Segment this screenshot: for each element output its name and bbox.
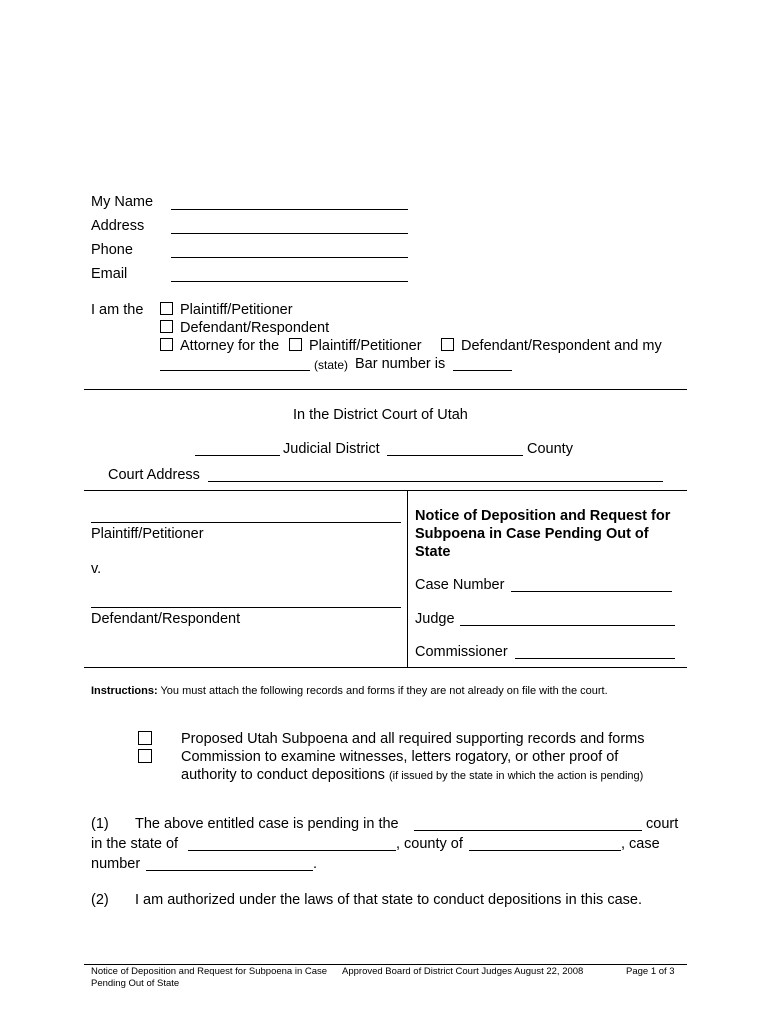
iam-label: I am the [91, 302, 144, 318]
p1-number: (1) [91, 816, 109, 832]
court-address-label: Court Address [108, 467, 200, 483]
bar-label: Bar number is [355, 356, 446, 372]
caption-top-rule [84, 490, 687, 491]
case-number-label: Case Number [415, 577, 505, 593]
court-title: In the District Court of Utah [293, 407, 468, 423]
footer-rule [84, 964, 687, 965]
item-commission [181, 748, 661, 784]
email-label: Email [91, 266, 128, 282]
item-commission-text: Commission to examine witnesses, letters rogatory, or other proof of authority to conduct depositions [181, 749, 619, 783]
state-of-field[interactable] [188, 850, 396, 851]
phone-label: Phone [91, 242, 133, 258]
footer-left: Notice of Deposition and Request for Subpoena in Case Pending Out of State [91, 966, 328, 989]
court-address-field[interactable] [208, 481, 663, 482]
phone-field[interactable] [171, 257, 408, 258]
divider [84, 389, 687, 390]
judicial-district-field[interactable] [195, 455, 280, 456]
attorney-option-label: Attorney for the [180, 338, 280, 354]
name-label: My Name [91, 194, 154, 210]
caption-divider [407, 490, 408, 667]
p1-text-g: . [313, 856, 318, 872]
footer-center: Approved Board of District Court Judges August 22, 2008 [342, 966, 584, 977]
p1-text-b: court [646, 816, 679, 832]
plaintiff-checkbox[interactable] [160, 302, 173, 315]
versus-label: v. [91, 561, 102, 577]
commission-checkbox[interactable] [138, 749, 152, 763]
attorney-checkbox[interactable] [160, 338, 173, 351]
p1-text-f: number [91, 856, 141, 872]
attorney-defendant-checkbox[interactable] [441, 338, 454, 351]
item-subpoena: Proposed Utah Subpoena and all required supporting records and forms [181, 731, 645, 747]
defendant-option-label: Defendant/Respondent [180, 320, 330, 336]
instructions [91, 685, 671, 698]
document-title: Notice of Deposition and Request for Subpoena in Case Pending Out of State [415, 508, 671, 560]
attorney-plaintiff-checkbox[interactable] [289, 338, 302, 351]
p1-text-a: The above entitled case is pending in the [135, 816, 399, 832]
email-field[interactable] [171, 281, 408, 282]
instructions-text: You must attach the following records and forms if they are not already on file with the court. [160, 685, 608, 697]
judicial-district-label: Judicial District [283, 441, 380, 457]
caption-defendant-label: Defendant/Respondent [91, 611, 241, 627]
commissioner-label: Commissioner [415, 644, 508, 660]
footer-page: Page 1 of 3 [626, 966, 675, 977]
state-label: (state) [314, 358, 349, 372]
instructions-label: Instructions: [91, 685, 158, 697]
p2-text: I am authorized under the laws of that state to conduct depositions in this case. [135, 892, 642, 908]
county-field[interactable] [387, 455, 523, 456]
plaintiff-option-label: Plaintiff/Petitioner [180, 302, 293, 318]
county-of-field[interactable] [469, 850, 621, 851]
caption-plaintiff-label: Plaintiff/Petitioner [91, 526, 204, 542]
judge-label: Judge [415, 611, 455, 627]
p1-text-d: , county of [396, 836, 463, 852]
case-number-field[interactable] [511, 591, 672, 592]
defendant-name-field[interactable] [91, 607, 401, 608]
subpoena-checkbox[interactable] [138, 731, 152, 745]
commissioner-field[interactable] [515, 658, 675, 659]
case-num-field[interactable] [146, 870, 313, 871]
defendant-checkbox[interactable] [160, 320, 173, 333]
p1-text-e: , case [621, 836, 660, 852]
attorney-plaintiff-label: Plaintiff/Petitioner [309, 338, 422, 354]
p2-number: (2) [91, 892, 109, 908]
address-label: Address [91, 218, 145, 234]
judge-field[interactable] [460, 625, 675, 626]
caption-bottom-rule [84, 667, 687, 668]
address-field[interactable] [171, 233, 408, 234]
name-field[interactable] [171, 209, 408, 210]
plaintiff-name-field[interactable] [91, 522, 401, 523]
county-label: County [527, 441, 573, 457]
item-commission-note: (if issued by the state in which the action is pending) [388, 770, 644, 782]
pending-court-field[interactable] [414, 830, 642, 831]
bar-number-field[interactable] [453, 370, 512, 371]
state-field[interactable] [160, 370, 310, 371]
p1-text-c: in the state of [91, 836, 179, 852]
attorney-defendant-label: Defendant/Respondent and my [461, 338, 662, 354]
